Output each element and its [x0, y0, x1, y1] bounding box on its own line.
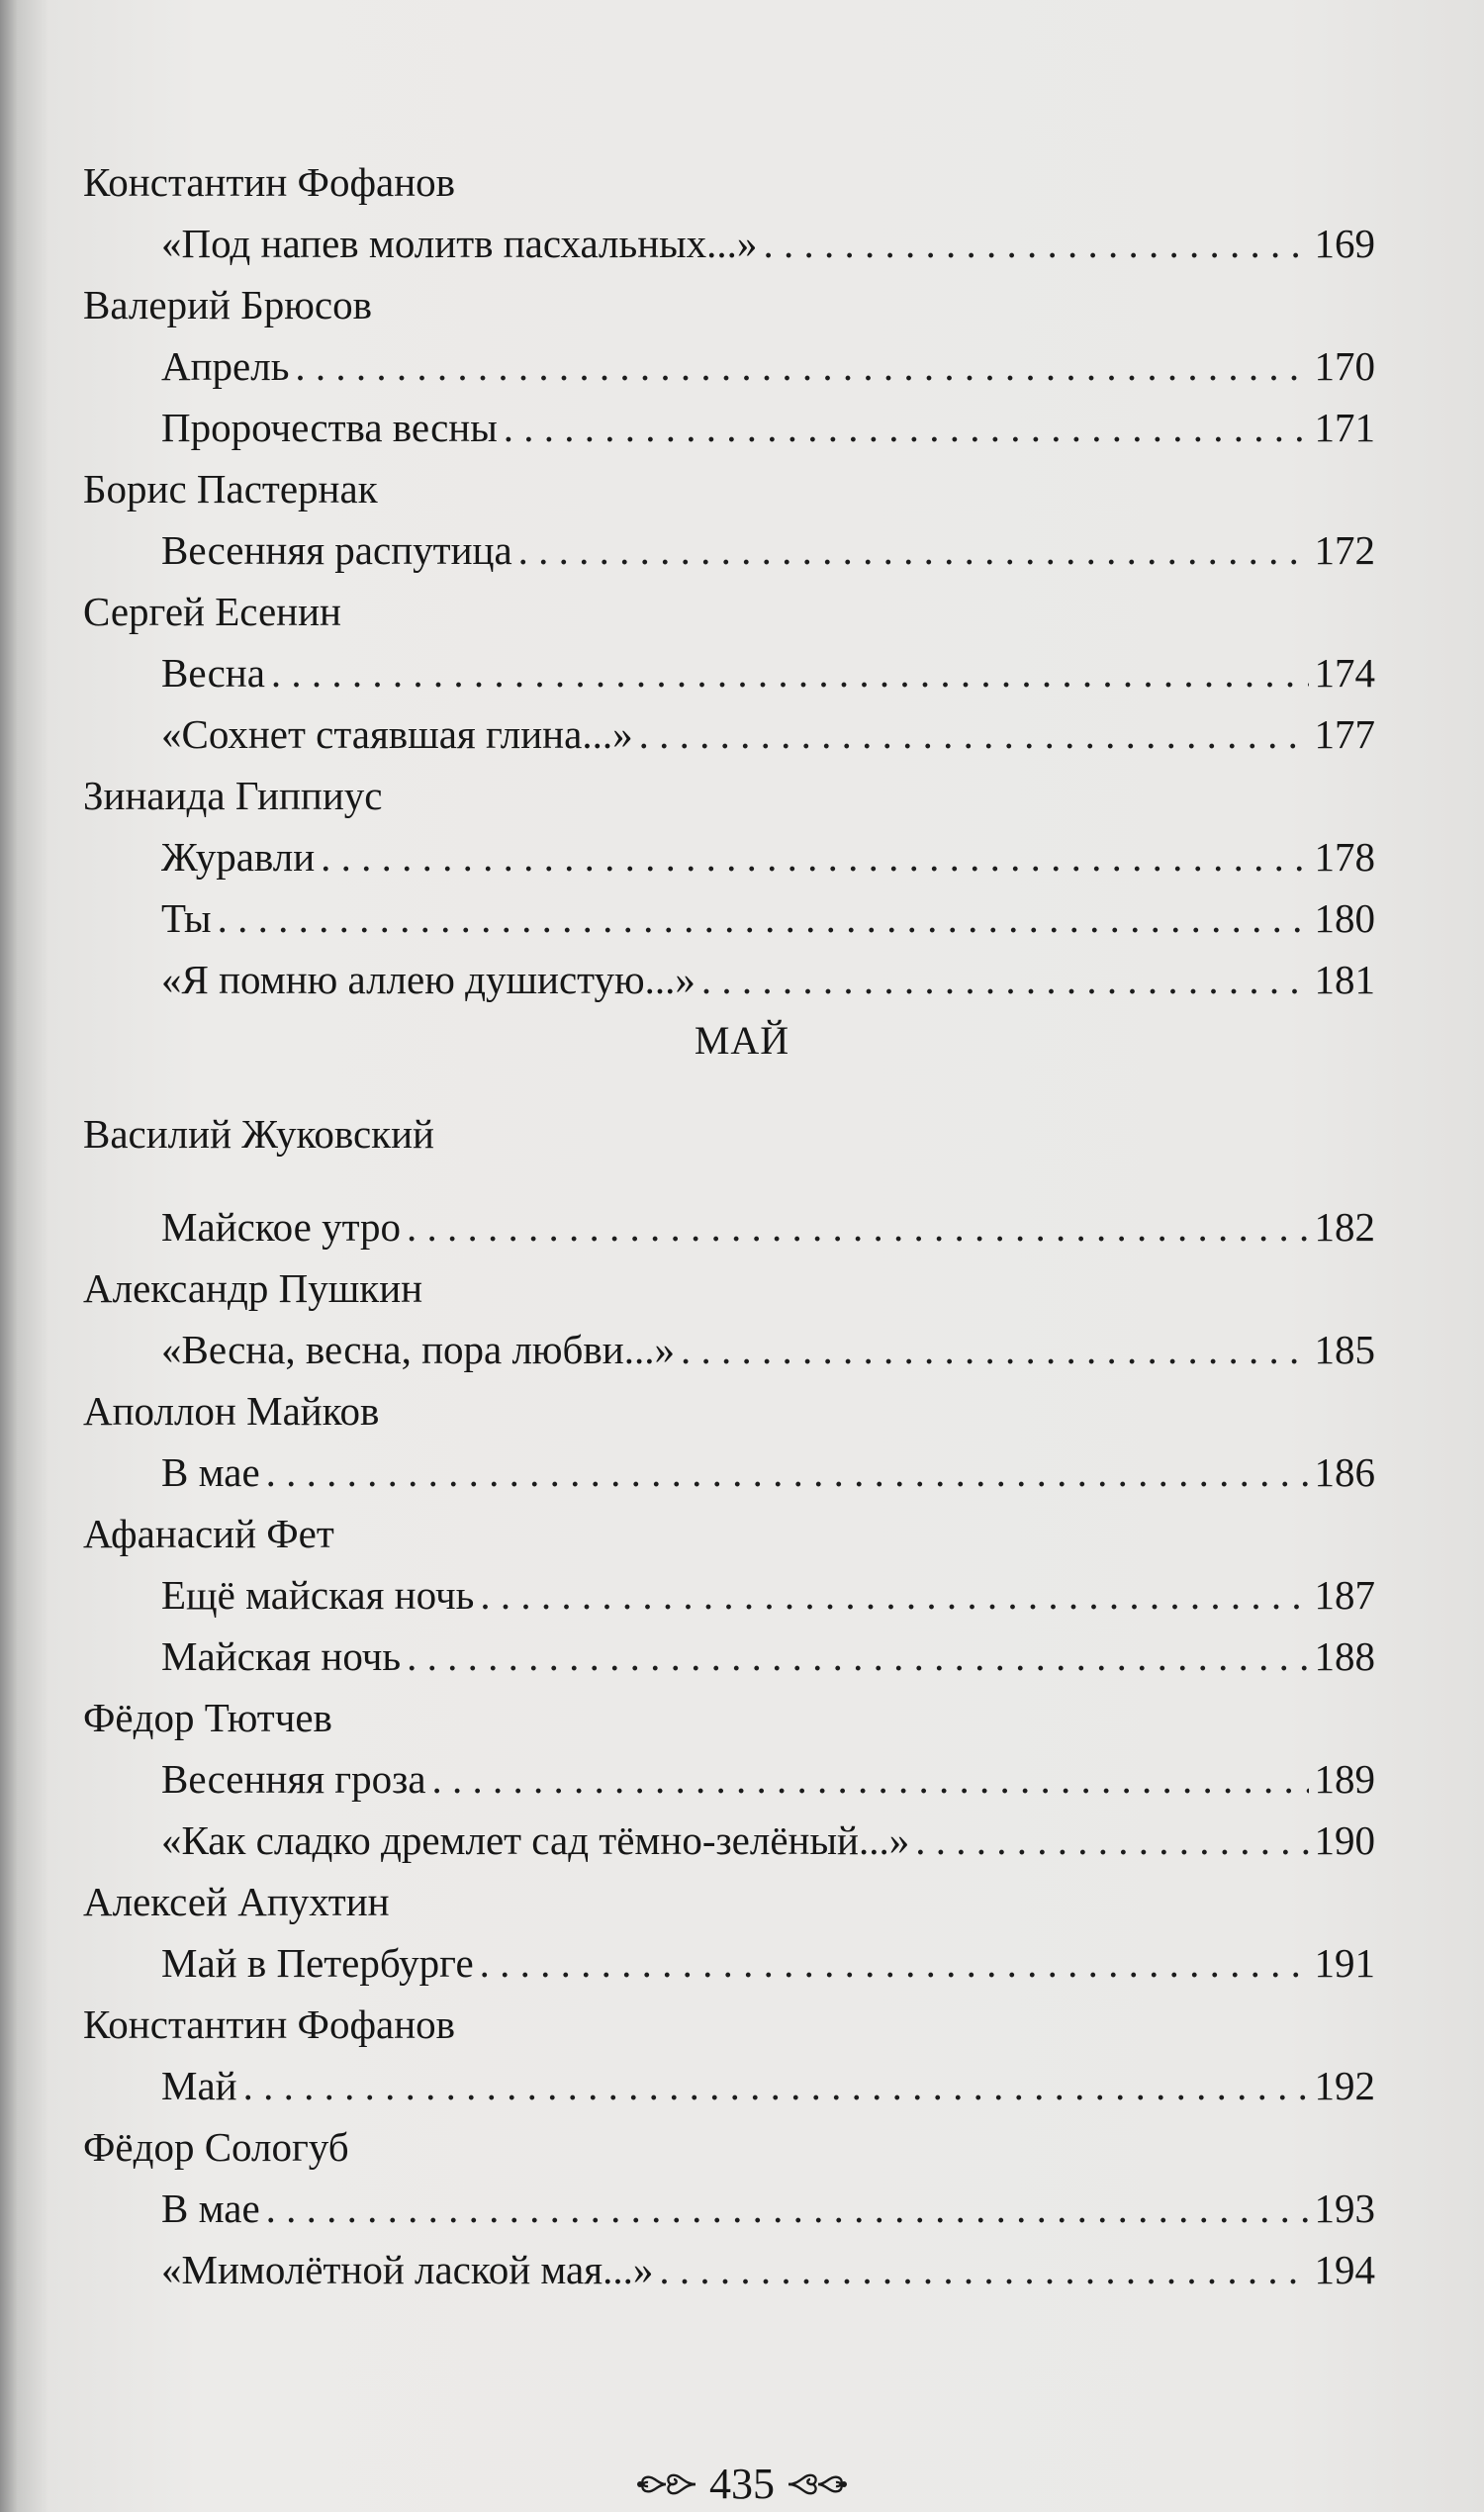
author-name: Александр Пушкин: [83, 1265, 423, 1311]
toc-entry[interactable]: [161, 833, 1375, 881]
entry-title: «Под напев молитв пасхальных...»: [161, 221, 758, 266]
author-name: Сергей Есенин: [83, 589, 341, 634]
entry-title: «Как сладко дремлет сад тёмно-зелёный...»: [161, 1817, 910, 1863]
dot-leader: [681, 1326, 1309, 1373]
author-name: Фёдор Сологуб: [83, 2124, 349, 2170]
dot-leader: [218, 894, 1309, 942]
toc-entry[interactable]: [161, 1632, 1375, 1680]
entry-title: Журавли: [161, 834, 316, 880]
dot-leader: [639, 710, 1309, 758]
dot-leader: [266, 1448, 1309, 1496]
entry-title: Пророчества весны: [161, 405, 498, 450]
author-name: Зинаида Гиппиус: [83, 773, 383, 818]
toc-entry[interactable]: [161, 894, 1375, 942]
entry-page-number: 193: [1314, 2186, 1375, 2231]
toc-entry[interactable]: [161, 956, 1375, 1003]
entry-title: «Сохнет стаявшая глина...»: [161, 711, 633, 757]
dot-leader: [243, 2062, 1309, 2109]
author-name: Алексей Апухтин: [83, 1879, 390, 1924]
dot-leader: [295, 342, 1308, 390]
dot-leader: [271, 649, 1309, 697]
toc-entry[interactable]: [161, 2185, 1375, 2232]
author-name: Валерий Брюсов: [83, 282, 372, 327]
toc-entry[interactable]: [161, 1755, 1375, 1803]
entry-page-number: 191: [1314, 1940, 1375, 1986]
entry-title: В мае: [161, 2186, 260, 2231]
dot-leader: [266, 2185, 1309, 2232]
toc-entry[interactable]: [161, 220, 1375, 267]
entry-title: Весна: [161, 650, 265, 696]
entry-title: «Я помню аллею душистую...»: [161, 957, 696, 1002]
author-name: Константин Фофанов: [83, 2001, 456, 2047]
entry-title: Апрель: [161, 343, 290, 389]
entry-page-number: 170: [1314, 343, 1375, 389]
entry-title: Ты: [161, 895, 212, 941]
dot-leader: [407, 1203, 1309, 1251]
author-name: Василий Жуковский: [83, 1111, 434, 1157]
entry-title: Майское утро: [161, 1204, 401, 1250]
entry-title: «Весна, весна, пора любви...»: [161, 1327, 675, 1372]
entry-page-number: 194: [1314, 2247, 1375, 2292]
toc-entry[interactable]: [161, 1326, 1375, 1373]
entry-title: «Мимолётной лаской мая...»: [161, 2247, 654, 2292]
entry-page-number: 171: [1314, 405, 1375, 450]
page-number: 435: [709, 2460, 775, 2508]
dot-leader: [480, 1571, 1308, 1619]
entry-page-number: 188: [1314, 1633, 1375, 1679]
author-name: Фёдор Тютчев: [83, 1695, 332, 1740]
toc-entry[interactable]: [161, 526, 1375, 574]
entry-page-number: 186: [1314, 1449, 1375, 1495]
entry-page-number: 189: [1314, 1756, 1375, 1802]
entry-page-number: 172: [1314, 527, 1375, 573]
entry-title: В мае: [161, 1449, 260, 1495]
entry-page-number: 181: [1314, 957, 1375, 1002]
floral-ornament-icon: [787, 2467, 848, 2501]
entry-page-number: 187: [1314, 1572, 1375, 1618]
toc-entry[interactable]: [161, 649, 1375, 697]
dot-leader: [915, 1816, 1308, 1864]
entry-page-number: 178: [1314, 834, 1375, 880]
toc-entry[interactable]: [161, 1571, 1375, 1619]
entry-page-number: 192: [1314, 2063, 1375, 2108]
dot-leader: [504, 404, 1309, 451]
entry-page-number: 180: [1314, 895, 1375, 941]
entry-page-number: 169: [1314, 221, 1375, 266]
toc-entry[interactable]: [161, 2062, 1375, 2109]
dot-leader: [518, 526, 1309, 574]
toc-entry[interactable]: [161, 2246, 1375, 2293]
entry-page-number: 174: [1314, 650, 1375, 696]
section-heading: МАЙ: [694, 1018, 790, 1063]
entry-page-number: 177: [1314, 711, 1375, 757]
entry-title: Май: [161, 2063, 237, 2108]
floral-ornament-icon: [636, 2467, 697, 2501]
dot-leader: [480, 1939, 1309, 1987]
author-name: Аполлон Майков: [83, 1388, 380, 1434]
entry-title: Весенняя распутица: [161, 527, 512, 573]
author-name: Афанасий Фет: [83, 1511, 334, 1556]
dot-leader: [432, 1755, 1309, 1803]
toc-entry[interactable]: [161, 1448, 1375, 1496]
author-name: Константин Фофанов: [83, 159, 456, 205]
toc-entry[interactable]: [161, 1203, 1375, 1251]
dot-leader: [659, 2246, 1308, 2293]
dot-leader: [701, 956, 1309, 1003]
toc-entry[interactable]: [161, 342, 1375, 390]
toc-entry[interactable]: [161, 404, 1375, 451]
entry-page-number: 190: [1314, 1817, 1375, 1863]
entry-title: Ещё майская ночь: [161, 1572, 475, 1618]
author-name: Борис Пастернак: [83, 466, 378, 512]
entry-page-number: 185: [1314, 1327, 1375, 1372]
dot-leader: [763, 220, 1308, 267]
entry-title: Весенняя гроза: [161, 1756, 426, 1802]
toc-entry[interactable]: [161, 710, 1375, 758]
dot-leader: [321, 833, 1308, 881]
toc-entry[interactable]: [161, 1816, 1375, 1864]
page-footer: [0, 2459, 1484, 2509]
entry-page-number: 182: [1314, 1204, 1375, 1250]
entry-title: Май в Петербурге: [161, 1940, 474, 1986]
toc-entry[interactable]: [161, 1939, 1375, 1987]
entry-title: Майская ночь: [161, 1633, 402, 1679]
dot-leader: [407, 1632, 1308, 1680]
